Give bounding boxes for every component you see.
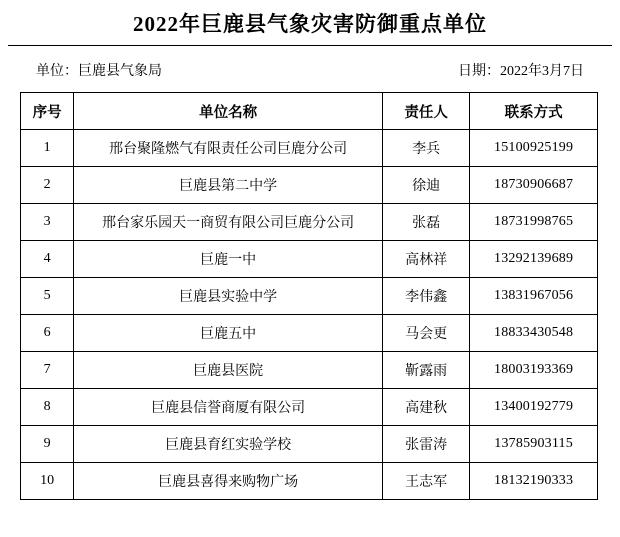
table-row	[21, 463, 598, 500]
cell-contact: 18003193369	[470, 352, 598, 389]
cell-contact: 18730906687	[470, 167, 598, 204]
cell-no: 9	[21, 426, 74, 463]
cell-contact: 18731998765	[470, 204, 598, 241]
cell-contact: 18132190333	[470, 463, 598, 500]
table-row	[21, 130, 598, 167]
cell-person: 李兵	[382, 130, 469, 167]
cell-unit-name: 巨鹿五中	[74, 315, 383, 352]
cell-no: 3	[21, 204, 74, 241]
cell-no: 1	[21, 130, 74, 167]
table-row	[21, 352, 598, 389]
cell-no: 5	[21, 278, 74, 315]
column-header-no: 序号	[21, 93, 74, 130]
table-row	[21, 204, 598, 241]
cell-person: 高林祥	[382, 241, 469, 278]
column-header-person: 责任人	[382, 93, 469, 130]
cell-person: 高建秋	[382, 389, 469, 426]
cell-person: 张磊	[382, 204, 469, 241]
cell-no: 6	[21, 315, 74, 352]
cell-unit-name: 邢台聚隆燃气有限责任公司巨鹿分公司	[74, 130, 383, 167]
cell-unit-name: 巨鹿县喜得来购物广场	[74, 463, 383, 500]
cell-person: 马会更	[382, 315, 469, 352]
cell-unit-name: 巨鹿县实验中学	[74, 278, 383, 315]
cell-contact: 13831967056	[470, 278, 598, 315]
table-row	[21, 389, 598, 426]
cell-no: 2	[21, 167, 74, 204]
table-row	[21, 315, 598, 352]
cell-unit-name: 巨鹿县第二中学	[74, 167, 383, 204]
cell-person: 王志军	[382, 463, 469, 500]
key-units-table	[20, 92, 598, 500]
cell-person: 靳露雨	[382, 352, 469, 389]
cell-contact: 13785903115	[470, 426, 598, 463]
cell-unit-name: 巨鹿县信誉商厦有限公司	[74, 389, 383, 426]
cell-no: 4	[21, 241, 74, 278]
page-title: 2022年巨鹿县气象灾害防御重点单位	[133, 12, 487, 36]
table-row	[21, 426, 598, 463]
cell-unit-name: 巨鹿一中	[74, 241, 383, 278]
table-row	[21, 241, 598, 278]
cell-contact: 15100925199	[470, 130, 598, 167]
cell-unit-name: 巨鹿县育红实验学校	[74, 426, 383, 463]
cell-unit-name: 巨鹿县医院	[74, 352, 383, 389]
issuing-unit-label: 单位：巨鹿县气象局	[36, 64, 162, 80]
column-header-contact: 联系方式	[470, 93, 598, 130]
table-row	[21, 167, 598, 204]
cell-contact: 13292139689	[470, 241, 598, 278]
cell-person: 徐迪	[382, 167, 469, 204]
cell-unit-name: 邢台家乐园天一商贸有限公司巨鹿分公司	[74, 204, 383, 241]
cell-contact: 18833430548	[470, 315, 598, 352]
table-row	[21, 278, 598, 315]
column-header-name: 单位名称	[74, 93, 383, 130]
cell-contact: 13400192779	[470, 389, 598, 426]
cell-no: 8	[21, 389, 74, 426]
cell-person: 李伟鑫	[382, 278, 469, 315]
table-header-row	[21, 93, 598, 130]
cell-person: 张雷涛	[382, 426, 469, 463]
cell-no: 10	[21, 463, 74, 500]
cell-no: 7	[21, 352, 74, 389]
issue-date-label: 日期：2022年3月7日	[458, 64, 584, 80]
document-meta	[0, 46, 620, 92]
